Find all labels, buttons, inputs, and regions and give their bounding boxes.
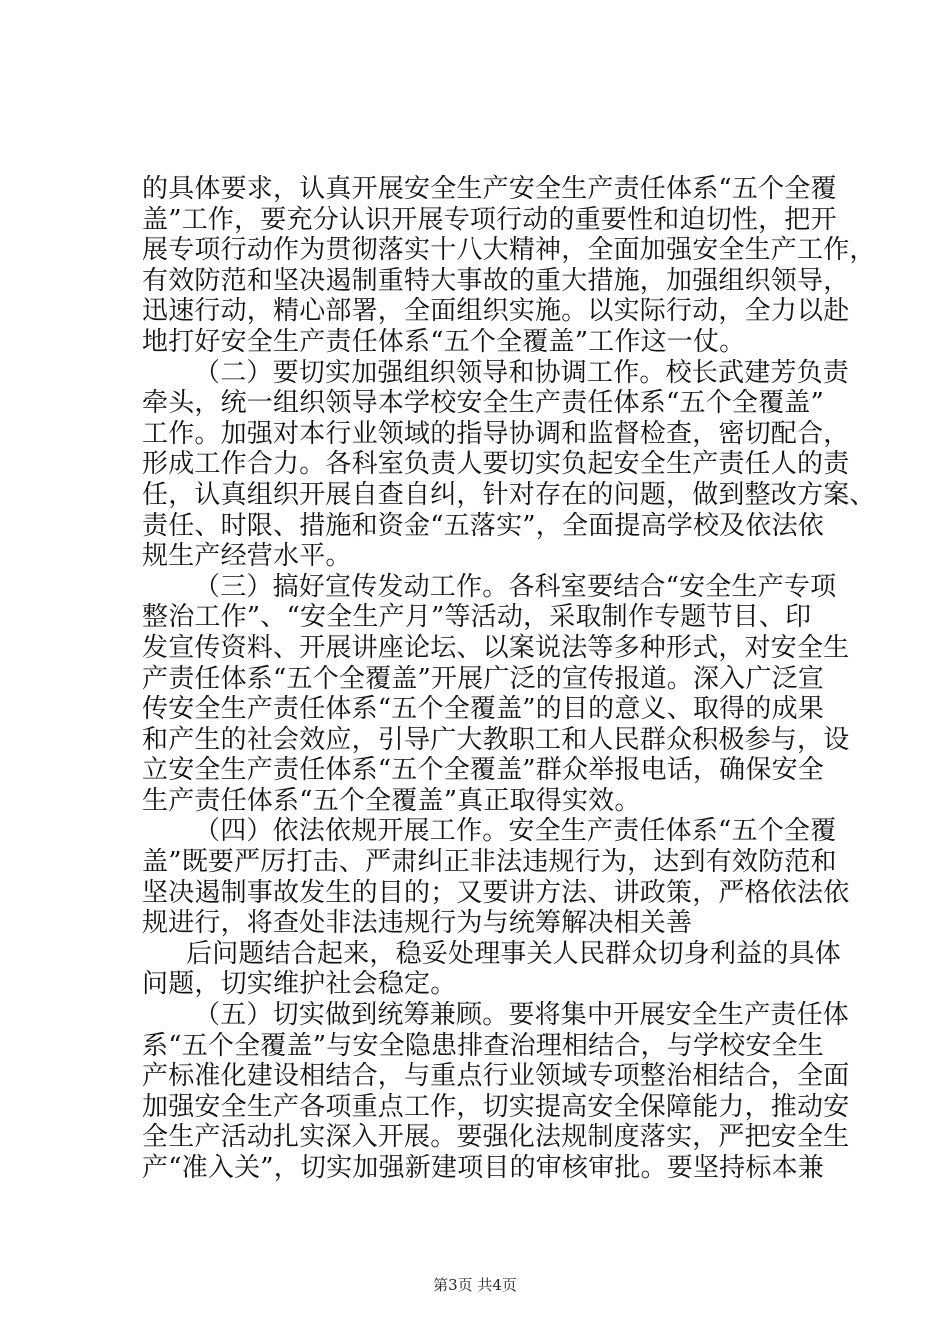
text-line: 生产责任体系“五个全覆盖”真正取得实效。: [142, 785, 641, 816]
page-number-label: 第3页 共4页: [433, 1276, 517, 1294]
text-line: 问题，切实维护社会稳定。: [142, 969, 457, 1000]
text-line: （二）要切实加强组织领导和协调工作。校长武建芳负责: [194, 357, 850, 388]
text-line: 产责任体系“五个全覆盖”开展广泛的宣传报道。深入广泛宣: [142, 663, 824, 694]
text-line: 形成工作合力。各科室负责人要切实负起安全生产责任人的责: [142, 449, 850, 480]
text-line: 加强安全生产各项重点工作，切实提高安全保障能力，推动安: [142, 1091, 850, 1122]
text-line: 规生产经营水平。: [142, 541, 352, 572]
text-line: 有效防范和坚决遏制重特大事故的重大措施，加强组织领导，: [142, 265, 850, 296]
text-line: 地打好安全生产责任体系“五个全覆盖”工作这一仗。: [142, 326, 746, 357]
text-line: 展专项行动作为贯彻落实十八大精神，全面加强安全生产工作，: [142, 235, 876, 266]
text-line: 任，认真组织开展自查自纠，针对存在的问题，做到整改方案、: [142, 479, 876, 510]
text-line: 盖”既要严厉打击、严肃纠正非法违规行为，达到有效防范和: [142, 847, 837, 878]
text-line: 传安全生产责任体系“五个全覆盖”的目的意义、取得的成果: [142, 694, 824, 725]
document-body: [142, 174, 876, 1184]
text-line: 产“准入关”，切实加强新建项目的审核审批。要坚持标本兼: [142, 1153, 824, 1183]
text-line: （三）搞好宣传发动工作。各科室要结合“安全生产专项: [194, 571, 837, 602]
page-footer: [0, 1275, 950, 1295]
text-line: 规进行，将查处非法违规行为与统筹解决相关善: [142, 908, 693, 939]
text-line: （四）依法依规开展工作。安全生产责任体系“五个全覆: [194, 816, 837, 847]
text-line: 盖”工作，要充分认识开展专项行动的重要性和迫切性，把开: [142, 204, 837, 235]
text-line: 系“五个全覆盖”与安全隐患排查治理相结合，与学校安全生: [142, 1030, 824, 1061]
text-line: 产标准化建设相结合，与重点行业领域专项整治相结合，全面: [142, 1061, 850, 1092]
text-line: 立安全生产责任体系“五个全覆盖”群众举报电话，确保安全: [142, 755, 824, 786]
text-line: 整治工作”、“安全生产月”等活动，采取制作专题节目、印: [142, 602, 812, 633]
text-line: 坚决遏制事故发生的目的；又要讲方法、讲政策，严格依法依: [142, 877, 850, 908]
text-line: 和产生的社会效应，引导广大教职工和人民群众积极参与，设: [142, 724, 850, 755]
text-line: 全生产活动扎实深入开展。要强化法规制度落实，严把安全生: [142, 1122, 850, 1153]
text-line: 的具体要求，认真开展安全生产安全生产责任体系“五个全覆: [142, 174, 837, 204]
text-line: 后问题结合起来，稳妥处理事关人民群众切身利益的具体: [186, 938, 842, 969]
text-line: （五）切实做到统筹兼顾。要将集中开展安全生产责任体: [194, 1000, 850, 1031]
text-line: 责任、时限、措施和资金“五落实”，全面提高学校及依法依: [142, 510, 824, 541]
text-line: 工作。加强对本行业领域的指导协调和监督检查，密切配合，: [142, 418, 850, 449]
text-line: 发宣传资料、开展讲座论坛、以案说法等多种形式，对安全生: [142, 632, 850, 663]
text-line: 迅速行动，精心部署，全面组织实施。以实际行动，全力以赴: [142, 296, 850, 327]
text-line: 牵头，统一组织领导本学校安全生产责任体系“五个全覆盖”: [142, 388, 824, 419]
